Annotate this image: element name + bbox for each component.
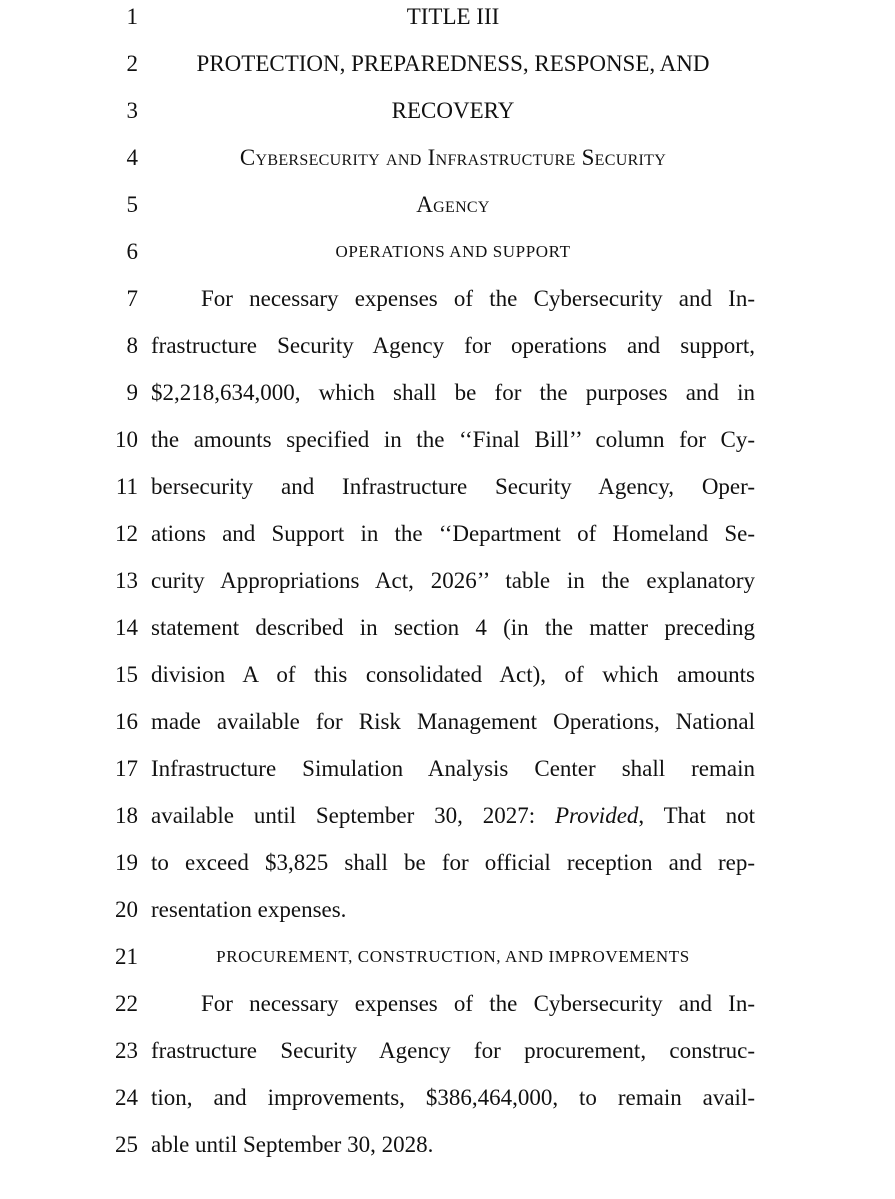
agency-heading-line-2: Agency [416, 192, 490, 217]
line-number: 15 [115, 662, 138, 687]
line-11 [0, 467, 895, 514]
line-number: 20 [115, 897, 138, 922]
line-number: 18 [115, 803, 138, 828]
body-text-part: available until September 30, 2027: [151, 803, 555, 828]
body-text: the amounts specified in the ‘‘Final Bill’’ column for Cy- [151, 427, 755, 452]
line-7 [0, 279, 895, 326]
line-number: 11 [115, 474, 138, 499]
body-text: made available for Risk Management Operations, National [151, 709, 755, 734]
line-3 [0, 91, 895, 138]
line-10 [0, 420, 895, 467]
line-19 [0, 843, 895, 890]
body-text: statement described in section 4 (in the matter preceding [151, 615, 755, 640]
line-number: 24 [115, 1085, 138, 1110]
agency-heading-line-1: Cybersecurity and Infrastructure Security [239, 145, 667, 170]
body-text: resentation expenses. [151, 897, 347, 922]
line-number: 3 [126, 98, 138, 123]
line-25 [0, 1125, 895, 1172]
line-number: 14 [115, 615, 138, 640]
body-text: For necessary expenses of the Cybersecurity and In- [201, 991, 755, 1016]
line-8 [0, 326, 895, 373]
line-16 [0, 702, 895, 749]
line-number: 8 [126, 333, 138, 358]
line-number: 4 [126, 145, 138, 170]
section-heading-procurement: PROCUREMENT, CONSTRUCTION, AND IMPROVEMENTS [216, 947, 690, 966]
line-number: 6 [126, 239, 138, 264]
title-heading: TITLE III [406, 4, 500, 29]
line-4 [0, 138, 895, 185]
line-20 [0, 890, 895, 937]
line-2 [0, 44, 895, 91]
line-number: 2 [126, 51, 138, 76]
body-text: frastructure Security Agency for procurement, construc- [151, 1038, 755, 1063]
body-text: division A of this consolidated Act), of which amounts [151, 662, 755, 687]
section-heading-operations: OPERATIONS AND SUPPORT [335, 242, 571, 261]
line-number: 22 [115, 991, 138, 1016]
line-22 [0, 984, 895, 1031]
line-13 [0, 561, 895, 608]
line-number: 23 [115, 1038, 138, 1063]
line-number: 16 [115, 709, 138, 734]
line-number: 7 [126, 286, 138, 311]
line-number: 17 [115, 756, 138, 781]
line-6 [0, 232, 895, 279]
line-5 [0, 185, 895, 232]
line-number: 1 [126, 4, 138, 29]
line-number: 5 [126, 192, 138, 217]
body-text: curity Appropriations Act, 2026’’ table in the explanatory [151, 568, 755, 593]
body-text: ations and Support in the ‘‘Department of Homeland Se- [151, 521, 755, 546]
line-24 [0, 1078, 895, 1125]
body-text [151, 796, 755, 836]
title-name-line-2: RECOVERY [391, 98, 515, 123]
line-17 [0, 749, 895, 796]
body-text-part: , That not [638, 803, 756, 828]
body-text: tion, and improvements, $386,464,000, to remain avail- [151, 1085, 755, 1110]
line-15 [0, 655, 895, 702]
title-name-line-1: PROTECTION, PREPAREDNESS, RESPONSE, AND [196, 51, 710, 76]
body-text: bersecurity and Infrastructure Security Agency, Oper- [151, 474, 755, 499]
line-1 [0, 0, 895, 44]
line-number: 9 [126, 380, 138, 405]
line-23 [0, 1031, 895, 1078]
line-21 [0, 937, 895, 984]
line-9 [0, 373, 895, 420]
line-number: 19 [115, 850, 138, 875]
line-12 [0, 514, 895, 561]
line-number: 25 [115, 1132, 138, 1157]
body-text: $2,218,634,000, which shall be for the purposes and in [151, 380, 755, 405]
line-18 [0, 796, 895, 843]
line-number: 13 [115, 568, 138, 593]
body-text: able until September 30, 2028. [151, 1132, 434, 1157]
line-14 [0, 608, 895, 655]
line-number: 21 [115, 944, 138, 969]
provided-italic: Provided [554, 803, 639, 828]
line-number: 12 [115, 521, 138, 546]
body-text: frastructure Security Agency for operations and support, [151, 333, 755, 358]
body-text: Infrastructure Simulation Analysis Center shall remain [151, 756, 755, 781]
body-text: to exceed $3,825 shall be for official reception and rep- [151, 850, 755, 875]
body-text: For necessary expenses of the Cybersecurity and In- [201, 286, 755, 311]
line-number: 10 [115, 427, 138, 452]
